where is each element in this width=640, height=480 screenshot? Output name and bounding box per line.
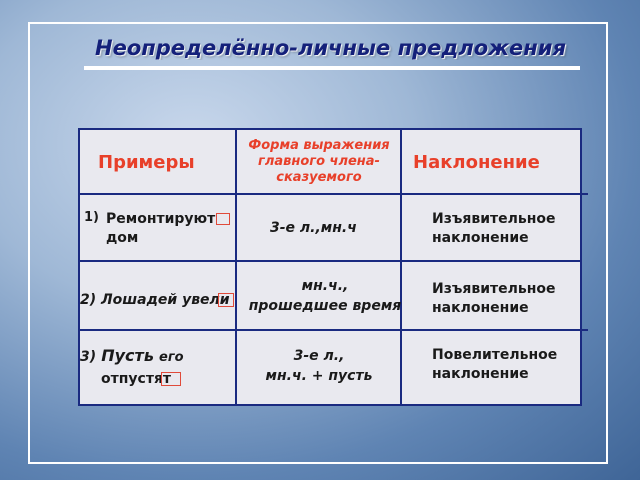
row-number: 1) xyxy=(84,210,99,225)
title-underline xyxy=(84,66,580,70)
row-example: 2) Лошадей увели xyxy=(80,292,234,308)
header-form: Форма выражения главного члена- сказуемого xyxy=(248,138,390,185)
row-divider xyxy=(80,193,588,195)
placeholder-box xyxy=(216,213,230,225)
row-example: Ремонтируют дом xyxy=(106,210,230,248)
grammar-table xyxy=(78,128,582,406)
placeholder-box xyxy=(161,372,181,386)
row-example: 3) Пусть его отпустят xyxy=(80,346,184,387)
row-form: 3-е л., мн.ч. + пусть xyxy=(265,348,373,384)
row-divider xyxy=(80,329,588,331)
slide-title: Неопределённо-личные предложения xyxy=(95,36,566,60)
row-form: мн.ч., прошедшее время xyxy=(248,278,402,314)
row-mood: Изъявительное наклонение xyxy=(432,281,556,316)
row-mood: Изъявительное наклонение xyxy=(432,211,556,246)
row-mood: Повелительное наклонение xyxy=(432,347,558,382)
row-form: 3-е л.,мн.ч xyxy=(270,220,357,236)
header-examples: Примеры xyxy=(98,152,195,173)
row-divider xyxy=(80,260,580,262)
placeholder-box xyxy=(218,293,234,307)
header-mood: Наклонение xyxy=(413,152,540,173)
